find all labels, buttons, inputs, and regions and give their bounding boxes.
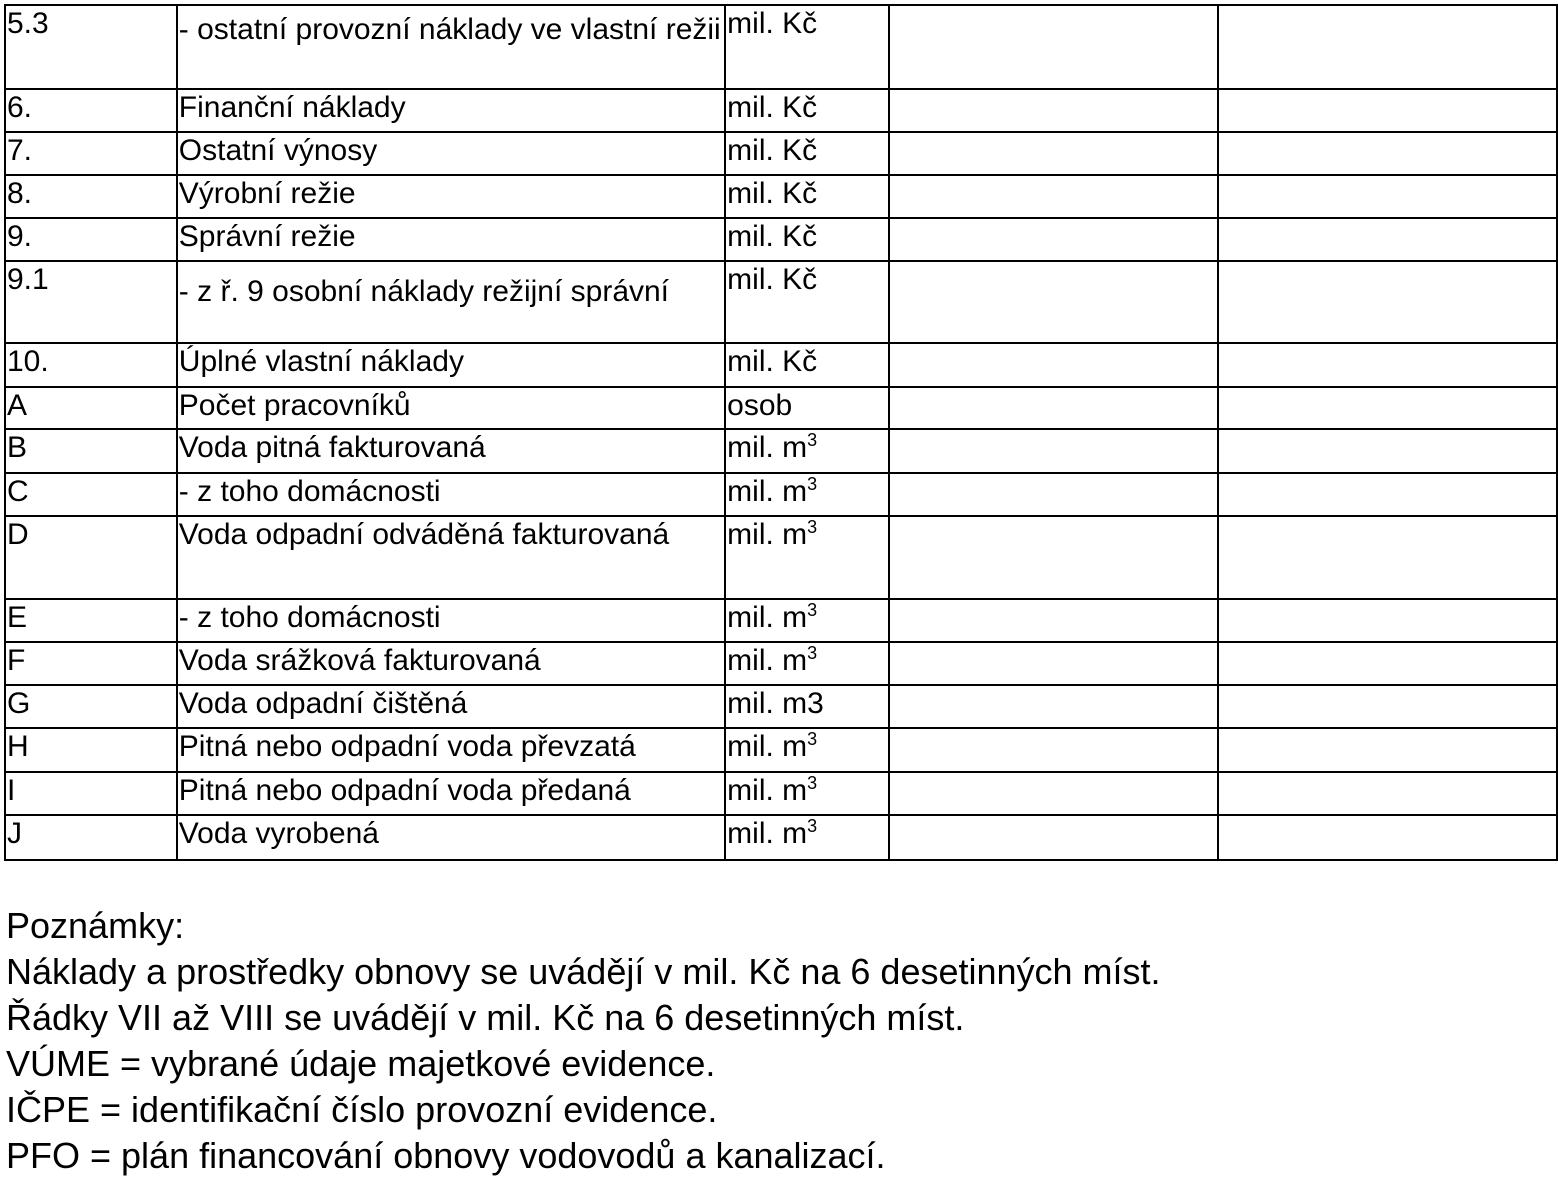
- note-line: IČPE = identifikační číslo provozní evidence.: [6, 1089, 718, 1130]
- row-description-text: Voda vyrobená: [178, 817, 379, 850]
- value-cell-2: [1218, 132, 1558, 175]
- table-row: [5, 429, 1557, 473]
- value-cell-1: [889, 599, 1217, 642]
- row-unit-text: mil. m: [727, 817, 808, 850]
- row-number-cell: B: [5, 429, 177, 473]
- row-description-text: Voda odpadní odváděná fakturovaná: [178, 518, 670, 551]
- row-unit-text: mil. m: [727, 431, 808, 464]
- value-cell-2: [1218, 429, 1558, 473]
- row-unit-cell: [725, 89, 889, 132]
- row-description-text: - z toho domácnosti: [178, 601, 441, 634]
- value-cell-2: [1218, 343, 1558, 387]
- row-unit-text: mil. Kč: [727, 91, 818, 124]
- row-unit-cell: [725, 429, 889, 473]
- value-cell-2: [1218, 599, 1558, 642]
- row-description-text: Počet pracovníků: [178, 389, 411, 422]
- row-unit-text: mil. Kč: [727, 134, 818, 167]
- value-cell-1: [889, 89, 1217, 132]
- value-cell-1: [889, 473, 1217, 516]
- table-row: [5, 343, 1557, 387]
- value-cell-1: [889, 5, 1217, 89]
- row-description-cell: [177, 429, 725, 473]
- row-number-cell: 10.: [5, 343, 177, 387]
- value-cell-1: [889, 218, 1217, 261]
- row-unit-text: mil. m: [727, 644, 808, 677]
- row-number-cell: A: [5, 387, 177, 429]
- row-number-cell: 9.1: [5, 261, 177, 343]
- note-line: Řádky VII až VIII se uvádějí v mil. Kč na 6 desetinných míst.: [6, 997, 965, 1038]
- row-description-text: - ostatní provozní náklady ve vlastní režii: [178, 13, 721, 46]
- row-unit-cell: [725, 685, 889, 728]
- table-row: [5, 473, 1557, 516]
- row-unit-cell: [725, 343, 889, 387]
- value-cell-1: [889, 642, 1217, 685]
- unit-superscript: 3: [807, 474, 818, 494]
- unit-superscript: 3: [807, 430, 818, 450]
- row-number-cell: F: [5, 642, 177, 685]
- value-cell-1: [889, 772, 1217, 815]
- row-unit-cell: [725, 5, 889, 89]
- value-cell-2: [1218, 5, 1558, 89]
- note-line: VÚME = vybrané údaje majetkové evidence.: [6, 1043, 716, 1084]
- row-unit-cell: [725, 728, 889, 772]
- row-number-cell: 7.: [5, 132, 177, 175]
- value-cell-1: [889, 685, 1217, 728]
- row-unit-text: mil. Kč: [727, 345, 818, 378]
- row-unit-text: osob: [727, 389, 793, 422]
- row-unit-cell: [725, 516, 889, 599]
- unit-superscript: 3: [807, 643, 818, 663]
- row-description-text: Pitná nebo odpadní voda převzatá: [178, 730, 636, 763]
- notes-title: Poznámky:: [6, 905, 185, 946]
- row-description-cell: [177, 89, 725, 132]
- value-cell-2: [1218, 815, 1558, 860]
- unit-superscript: 3: [807, 773, 818, 793]
- table-row: [5, 218, 1557, 261]
- row-unit-text: mil. m: [727, 518, 808, 551]
- table-row: [5, 599, 1557, 642]
- value-cell-2: [1218, 642, 1558, 685]
- value-cell-1: [889, 175, 1217, 218]
- row-unit-text: mil. m: [727, 475, 808, 508]
- row-unit-cell: [725, 175, 889, 218]
- row-unit-text: mil. Kč: [727, 220, 818, 253]
- table-row: [5, 728, 1557, 772]
- table-row: [5, 175, 1557, 218]
- row-description-cell: [177, 815, 725, 860]
- value-cell-2: [1218, 89, 1558, 132]
- row-unit-text: mil. Kč: [727, 7, 818, 40]
- table-row: [5, 132, 1557, 175]
- table-row: [5, 5, 1557, 89]
- data-table: [4, 4, 1558, 861]
- row-description-cell: [177, 473, 725, 516]
- row-number-cell: 5.3: [5, 5, 177, 89]
- row-unit-cell: [725, 815, 889, 860]
- row-number-cell: D: [5, 516, 177, 599]
- row-description-text: Voda odpadní čištěná: [178, 687, 468, 720]
- row-unit-text: mil. m: [727, 774, 808, 807]
- row-number-cell: 9.: [5, 218, 177, 261]
- value-cell-2: [1218, 728, 1558, 772]
- value-cell-1: [889, 516, 1217, 599]
- table-row: [5, 89, 1557, 132]
- row-unit-cell: [725, 261, 889, 343]
- note-line: PFO = plán financování obnovy vodovodů a kanalizací.: [6, 1135, 886, 1176]
- value-cell-2: [1218, 685, 1558, 728]
- value-cell-1: [889, 815, 1217, 860]
- row-description-text: Voda pitná fakturovaná: [178, 431, 486, 464]
- notes-section: [6, 903, 1161, 1179]
- row-unit-cell: [725, 599, 889, 642]
- row-description-text: Správní režie: [178, 220, 356, 253]
- row-description-cell: [177, 772, 725, 815]
- row-description-cell: [177, 261, 725, 343]
- row-unit-cell: [725, 772, 889, 815]
- row-number-cell: 6.: [5, 89, 177, 132]
- row-description-text: Ostatní výnosy: [178, 134, 378, 167]
- unit-superscript: 3: [807, 600, 818, 620]
- value-cell-2: [1218, 261, 1558, 343]
- unit-superscript: 3: [807, 517, 818, 537]
- row-unit-text: mil. Kč: [727, 263, 818, 296]
- row-unit-cell: [725, 387, 889, 429]
- value-cell-1: [889, 261, 1217, 343]
- row-description-text: Finanční náklady: [178, 91, 406, 124]
- row-number-cell: J: [5, 815, 177, 860]
- table-row: [5, 685, 1557, 728]
- note-line: Náklady a prostředky obnovy se uvádějí v mil. Kč na 6 desetinných míst.: [6, 951, 1161, 992]
- row-description-cell: [177, 642, 725, 685]
- row-description-text: - z ř. 9 osobní náklady režijní správní: [178, 275, 670, 308]
- table-row: [5, 261, 1557, 343]
- row-unit-text: mil. Kč: [727, 177, 818, 210]
- row-description-cell: [177, 516, 725, 599]
- row-description-cell: [177, 387, 725, 429]
- row-description-cell: [177, 132, 725, 175]
- row-description-text: Pitná nebo odpadní voda předaná: [178, 774, 631, 807]
- row-unit-text: mil. m3: [727, 687, 824, 720]
- table-row: [5, 642, 1557, 685]
- value-cell-2: [1218, 516, 1558, 599]
- value-cell-1: [889, 343, 1217, 387]
- value-cell-2: [1218, 473, 1558, 516]
- table-row: [5, 772, 1557, 815]
- value-cell-2: [1218, 175, 1558, 218]
- table-body: [5, 5, 1557, 860]
- row-unit-cell: [725, 218, 889, 261]
- row-number-cell: 8.: [5, 175, 177, 218]
- table-row: [5, 387, 1557, 429]
- row-description-text: Výrobní režie: [178, 177, 356, 210]
- row-number-cell: H: [5, 728, 177, 772]
- row-unit-cell: [725, 132, 889, 175]
- row-description-cell: [177, 175, 725, 218]
- row-description-cell: [177, 218, 725, 261]
- row-description-cell: [177, 5, 725, 89]
- value-cell-2: [1218, 387, 1558, 429]
- row-unit-text: mil. m: [727, 730, 808, 763]
- row-description-text: Úplné vlastní náklady: [178, 345, 464, 378]
- unit-superscript: 3: [807, 816, 818, 836]
- value-cell-1: [889, 728, 1217, 772]
- row-number-cell: I: [5, 772, 177, 815]
- row-description-text: Voda srážková fakturovaná: [178, 644, 541, 677]
- row-number-cell: C: [5, 473, 177, 516]
- row-unit-cell: [725, 642, 889, 685]
- row-description-cell: [177, 728, 725, 772]
- value-cell-1: [889, 132, 1217, 175]
- row-description-text: - z toho domácnosti: [178, 475, 441, 508]
- value-cell-1: [889, 429, 1217, 473]
- row-number-cell: E: [5, 599, 177, 642]
- row-description-cell: [177, 685, 725, 728]
- row-number-cell: G: [5, 685, 177, 728]
- table-row: [5, 516, 1557, 599]
- row-unit-text: mil. m: [727, 601, 808, 634]
- row-description-cell: [177, 599, 725, 642]
- unit-superscript: 3: [807, 729, 818, 749]
- table-row: [5, 815, 1557, 860]
- value-cell-2: [1218, 772, 1558, 815]
- value-cell-1: [889, 387, 1217, 429]
- row-description-cell: [177, 343, 725, 387]
- value-cell-2: [1218, 218, 1558, 261]
- row-unit-cell: [725, 473, 889, 516]
